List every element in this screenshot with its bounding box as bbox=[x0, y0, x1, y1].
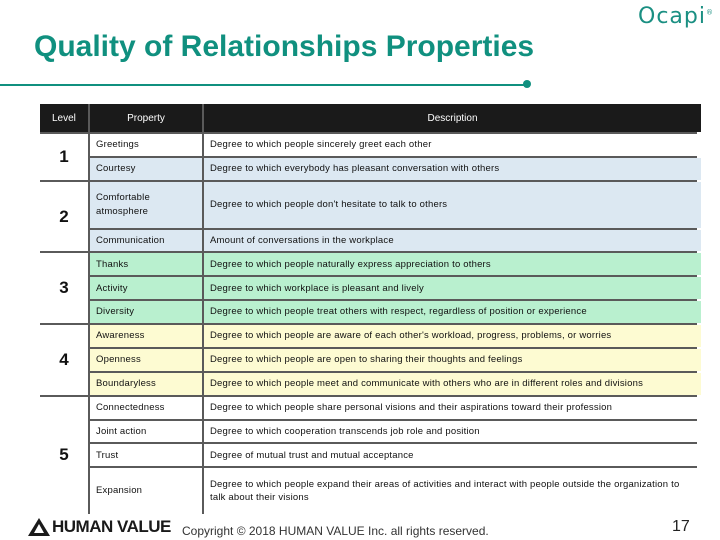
description-cell: Degree of mutual trust and mutual acceptance bbox=[204, 444, 701, 466]
description-cell: Degree to which people treat others with respect, regardless of position or experience bbox=[204, 301, 701, 323]
description-cell: Degree to which workplace is pleasant and lively bbox=[204, 277, 701, 299]
property-cell: Openness bbox=[90, 349, 202, 371]
ocapi-logo-text: Ocapi bbox=[638, 4, 706, 29]
property-cell: Thanks bbox=[90, 253, 202, 275]
property-cell: Courtesy bbox=[90, 158, 202, 180]
property-cell: Greetings bbox=[90, 134, 202, 156]
page-title: Quality of Relationships Properties bbox=[34, 30, 535, 63]
description-cell: Degree to which people don't hesitate to talk to others bbox=[204, 182, 701, 228]
property-cell: Boundaryless bbox=[90, 373, 202, 395]
level-cell-1: 1 bbox=[40, 134, 88, 180]
level-cell-4: 4 bbox=[40, 325, 88, 395]
level-cell-5: 5 bbox=[40, 397, 88, 514]
description-cell: Degree to which people meet and communicate with others who are in different roles and divisions bbox=[204, 373, 701, 395]
property-cell: Joint action bbox=[90, 421, 202, 443]
ocapi-logo: Ocapi® bbox=[638, 4, 714, 29]
description-cell: Degree to which people naturally express appreciation to others bbox=[204, 253, 701, 275]
property-cell: Expansion bbox=[90, 468, 202, 514]
description-cell: Degree to which people share personal visions and their aspirations toward their profession bbox=[204, 397, 701, 419]
property-cell: Trust bbox=[90, 444, 202, 466]
column-header-property: Property bbox=[90, 104, 202, 132]
column-header-description: Description bbox=[204, 104, 701, 132]
description-cell: Degree to which people sincerely greet each other bbox=[204, 134, 701, 156]
description-cell: Degree to which cooperation transcends job role and position bbox=[204, 421, 701, 443]
level-cell-3: 3 bbox=[40, 253, 88, 323]
property-cell: Connectedness bbox=[90, 397, 202, 419]
property-cell: Activity bbox=[90, 277, 202, 299]
description-cell: Degree to which people expand their areas of activities and interact with people outside the organization to talk about their visions bbox=[204, 468, 701, 514]
description-cell: Degree to which people are open to sharing their thoughts and feelings bbox=[204, 349, 701, 371]
description-cell: Degree to which everybody has pleasant conversation with others bbox=[204, 158, 701, 180]
description-cell: Amount of conversations in the workplace bbox=[204, 230, 701, 252]
properties-table bbox=[40, 104, 697, 514]
description-cell: Degree to which people are aware of each other's workload, progress, problems, or worries bbox=[204, 325, 701, 347]
page-number: 17 bbox=[672, 518, 690, 535]
property-cell: Comfortable atmosphere bbox=[90, 182, 202, 228]
human-value-logo-icon bbox=[28, 518, 50, 536]
property-cell: Diversity bbox=[90, 301, 202, 323]
copyright-text: Copyright © 2018 HUMAN VALUE Inc. all rights reserved. bbox=[182, 524, 489, 538]
property-cell: Awareness bbox=[90, 325, 202, 347]
column-header-level: Level bbox=[40, 104, 88, 132]
property-cell: Communication bbox=[90, 230, 202, 252]
level-cell-2: 2 bbox=[40, 182, 88, 252]
human-value-logo-text: HUMAN VALUE bbox=[52, 517, 171, 536]
title-divider-dot bbox=[523, 80, 531, 88]
title-divider bbox=[0, 84, 526, 86]
human-value-logo bbox=[28, 517, 171, 537]
